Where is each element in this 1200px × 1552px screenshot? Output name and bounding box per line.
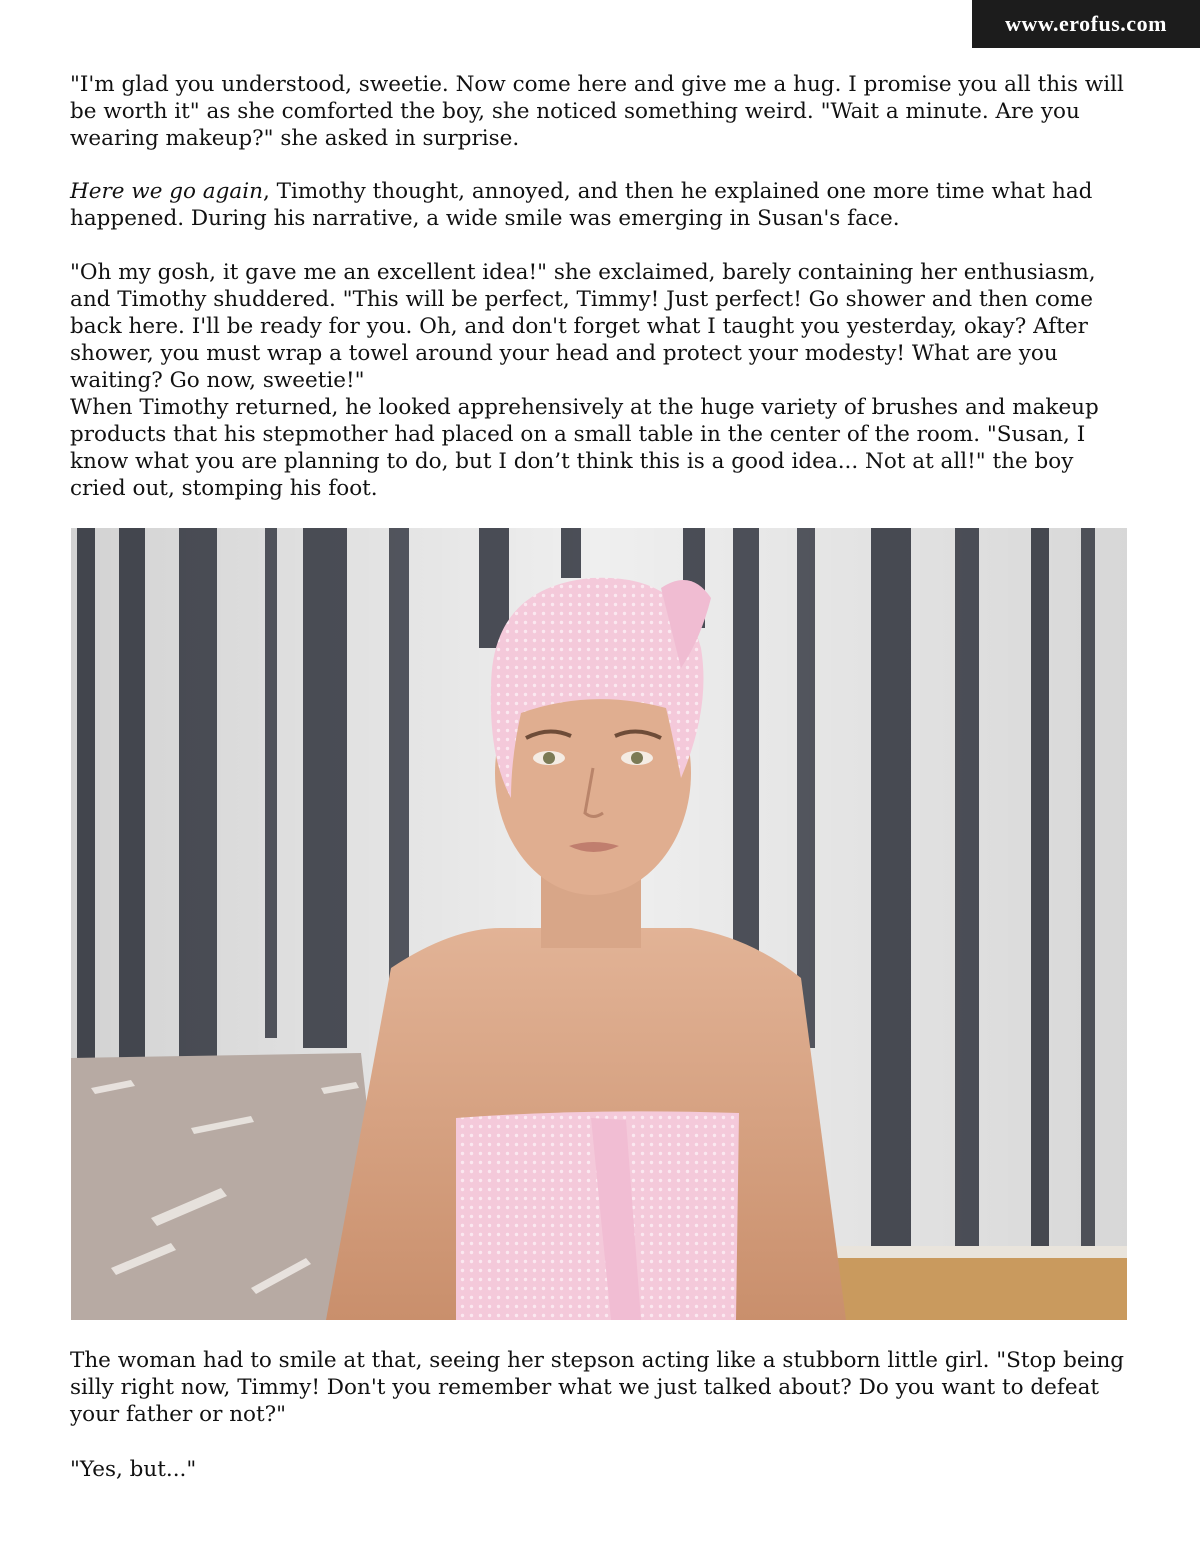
paragraph-1 (70, 71, 1130, 152)
paragraph-4 (70, 394, 1130, 502)
paragraph-5 (70, 1347, 1130, 1428)
story-illustration (71, 528, 1127, 1320)
paragraph-4-text: When Timothy returned, he looked apprehensively at the huge variety of brushes and makeup products that his stepmother had placed on a small table in the center of the room. "Susan, I know what you are planning to do, but I don’t think this is a good idea... Not at all!" the boy cried out, stomping his foot. (70, 395, 1099, 501)
paragraph-1-text: "I'm glad you understood, sweetie. Now come here and give me a hug. I promise you all this will be worth it" as she comforted the boy, she noticed something weird. "Wait a minute. Are you wearing makeup?" she asked in surprise. (70, 72, 1124, 151)
paragraph-2-text (70, 178, 1130, 232)
paragraph-5-text: The woman had to smile at that, seeing her stepson acting like a stubborn little girl. "Stop being silly right now, Timmy! Don't you remember what we just talked about? Do you want to defeat your father or not?" (70, 1348, 1125, 1427)
paragraph-6 (70, 1456, 1130, 1483)
watermark-text: www.erofus.com (1005, 11, 1167, 36)
paragraph-6-text: "Yes, but..." (70, 1457, 197, 1482)
paragraph-3-text: "Oh my gosh, it gave me an excellent idea!" she exclaimed, barely containing her enthusiasm, and Timothy shuddered. "This will be perfect, Timmy! Just perfect! Go shower and then come back here. I'll be ready for you. Oh, and don't forget what I taught you yesterday, okay? After shower, you must wrap a towel around your head and protect your modesty! What are you waiting? Go now, sweetie!" (70, 260, 1096, 393)
paragraph-2 (70, 178, 1130, 232)
paragraph-2-rest: , Timothy thought, annoyed, and then he explained one more time what had happened. During his narrative, a wide smile was emerging in Susan's face. (70, 179, 1093, 231)
site-watermark (972, 0, 1200, 48)
illustration-svg (71, 528, 1127, 1320)
paragraph-3 (70, 259, 1130, 394)
paragraph-2-italic: Here we go again (70, 179, 263, 204)
